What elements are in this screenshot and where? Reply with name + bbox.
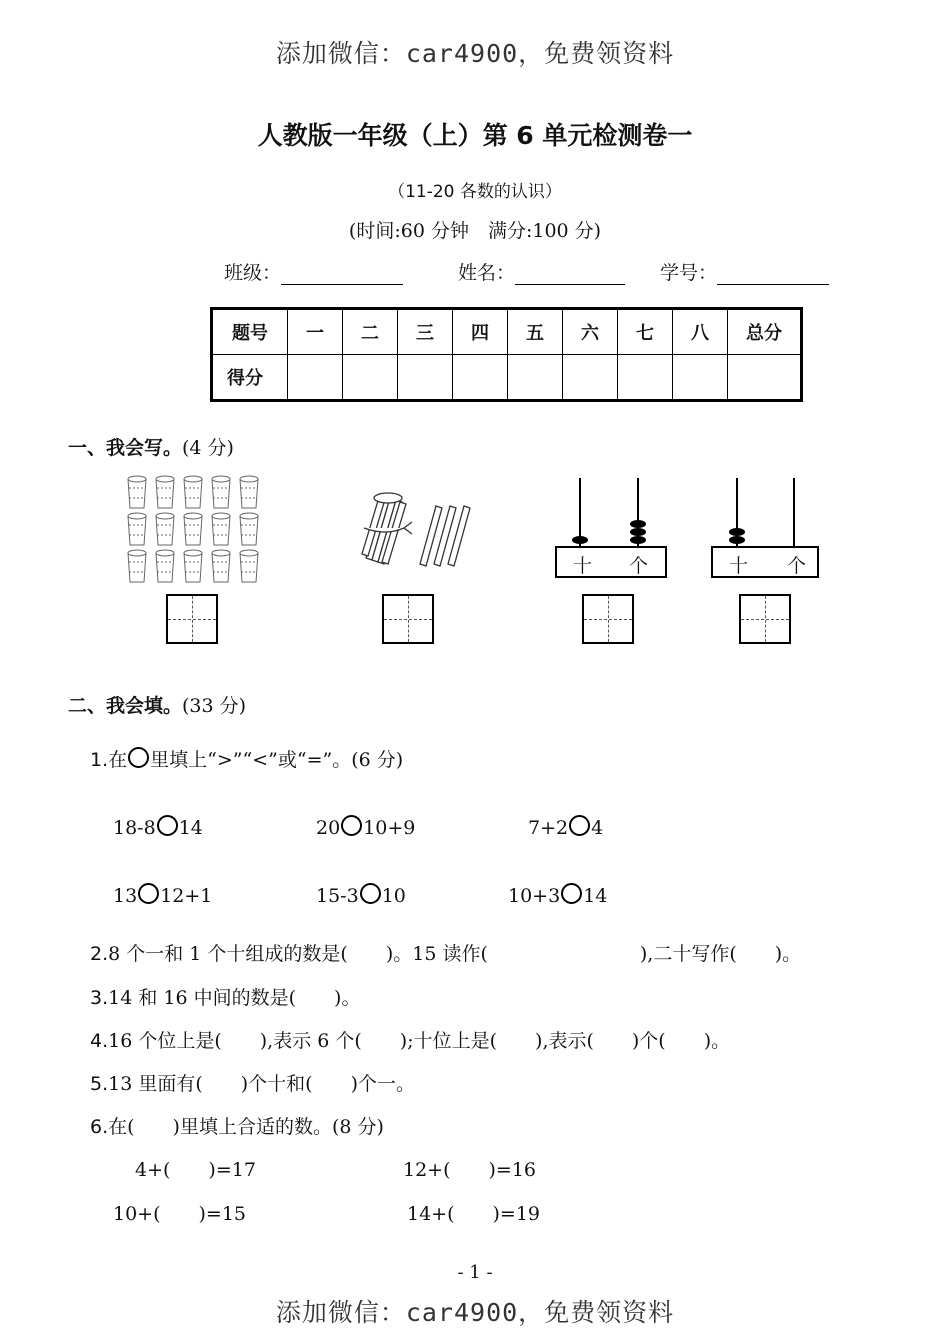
name-field [458, 258, 625, 285]
answer-circle[interactable] [569, 815, 590, 836]
class-field [224, 258, 403, 285]
compare-item [113, 883, 212, 907]
question-6-text: 在( )里填上合适的数。(8 分) [108, 1116, 384, 1138]
question-2-text: 8 个一和 1 个十组成的数是( )。15 读作( ),二十写作( )。 [108, 943, 802, 965]
expr-left: 7+2 [528, 817, 569, 839]
question-number: 3. [90, 987, 109, 1009]
score-cell[interactable] [508, 355, 563, 401]
table-cell: 题号 [212, 309, 288, 355]
answer-circle[interactable] [341, 815, 362, 836]
table-cell: 七 [618, 309, 673, 355]
question-1 [90, 745, 403, 772]
score-cell[interactable] [453, 355, 508, 401]
expr-right: 4 [591, 817, 604, 839]
question-number: 1. [90, 749, 109, 771]
question-6 [90, 1112, 384, 1139]
question-number: 4. [90, 1030, 109, 1052]
table-cell: 八 [673, 309, 728, 355]
score-cell[interactable] [728, 355, 802, 401]
abacus-1-tens-label: 十 [573, 555, 593, 577]
table-cell: 四 [453, 309, 508, 355]
answer-circle[interactable] [360, 883, 381, 904]
question-1-text-a: 在 [108, 749, 128, 771]
name-label: 姓名： [458, 262, 516, 284]
watermark-top: 添加微信：car4900，免费领资料 [275, 39, 675, 68]
name-blank[interactable] [515, 264, 625, 285]
expr-right: 14 [583, 885, 608, 907]
answer-grid[interactable] [582, 594, 634, 644]
answer-grid[interactable] [739, 594, 791, 644]
question-2 [90, 939, 801, 966]
id-label: 学号： [660, 262, 718, 284]
abacus-1-illustration [555, 478, 667, 548]
id-field [660, 258, 829, 285]
fill-item: 12+( )=16 [403, 1159, 537, 1181]
answer-circle[interactable] [561, 883, 582, 904]
compare-item [528, 815, 603, 839]
abacus-1-ones-label: 个 [629, 555, 649, 577]
page-number: - 1 - [457, 1262, 493, 1283]
expr-right: 10 [381, 885, 406, 907]
score-cell[interactable] [343, 355, 398, 401]
sticks-bundle-illustration [358, 492, 473, 568]
score-table [210, 307, 803, 402]
expr-right: 12+1 [160, 885, 213, 907]
table-cell: 一 [288, 309, 343, 355]
abacus-1-label-box [555, 546, 667, 578]
answer-circle[interactable] [157, 815, 178, 836]
id-blank[interactable] [717, 264, 829, 285]
abacus-2-illustration [711, 478, 819, 548]
question-4 [90, 1026, 730, 1053]
question-number: 2. [90, 943, 109, 965]
table-cell: 得分 [212, 355, 288, 401]
expr-left: 20 [316, 817, 341, 839]
table-cell: 三 [398, 309, 453, 355]
class-blank[interactable] [281, 264, 403, 285]
expr-left: 18-8 [113, 817, 156, 839]
fill-item: 14+( )=19 [407, 1203, 541, 1225]
answer-grid[interactable] [382, 594, 434, 644]
abacus-2-ones-label: 个 [787, 555, 807, 577]
expr-right: 14 [178, 817, 203, 839]
table-cell: 总分 [728, 309, 802, 355]
score-cell[interactable] [618, 355, 673, 401]
expr-left: 13 [113, 885, 138, 907]
section-2-title: 二、我会填。 [68, 695, 183, 717]
compare-item [316, 883, 406, 907]
question-number: 5. [90, 1073, 109, 1095]
question-5-text: 13 里面有( )个十和( )个一。 [108, 1073, 416, 1095]
cup-row [128, 476, 146, 508]
question-number: 6. [90, 1116, 109, 1138]
section-1-title: 一、我会写。 [68, 437, 183, 459]
page-title: 人教版一年级（上）第 6 单元检测卷一 [257, 121, 693, 150]
abacus-2-label-box [711, 546, 819, 578]
abacus-2-tens-label: 十 [729, 555, 749, 577]
score-cell[interactable] [673, 355, 728, 401]
answer-circle[interactable] [138, 883, 159, 904]
table-cell: 二 [343, 309, 398, 355]
compare-item [113, 815, 203, 839]
score-table-score-row [212, 355, 802, 401]
fill-item: 10+( )=15 [113, 1203, 247, 1225]
expr-left: 10+3 [508, 885, 561, 907]
score-cell[interactable] [563, 355, 618, 401]
table-cell: 五 [508, 309, 563, 355]
question-3-text: 14 和 16 中间的数是( )。 [108, 987, 361, 1009]
question-1-text-b: 里填上“>”“<”或“=”。(6 分) [150, 749, 404, 771]
watermark-bottom: 添加微信：car4900，免费领资料 [275, 1298, 675, 1327]
section-2-points: (33 分) [182, 695, 247, 717]
page-subtitle: （11-20 各数的认识） [388, 182, 562, 202]
expr-left: 15-3 [316, 885, 359, 907]
expr-right: 10+9 [363, 817, 416, 839]
question-4-text: 16 个位上是( ),表示 6 个( );十位上是( ),表示( )个( )。 [108, 1030, 731, 1052]
class-label: 班级： [224, 262, 282, 284]
section-1-heading [68, 433, 234, 460]
compare-item [508, 883, 607, 907]
answer-grid[interactable] [166, 594, 218, 644]
score-table-header-row [212, 309, 802, 355]
question-3 [90, 983, 360, 1010]
table-cell: 六 [563, 309, 618, 355]
cups-illustration [124, 474, 264, 586]
compare-item [316, 815, 415, 839]
question-5 [90, 1069, 415, 1096]
fill-item: 4+( )=17 [135, 1159, 256, 1181]
score-cell[interactable] [288, 355, 343, 401]
section-2-heading [68, 691, 246, 718]
score-cell[interactable] [398, 355, 453, 401]
circle-icon [128, 747, 149, 768]
section-1-points: (4 分) [182, 437, 234, 459]
time-info: (时间:60 分钟 满分:100 分) [348, 220, 602, 242]
